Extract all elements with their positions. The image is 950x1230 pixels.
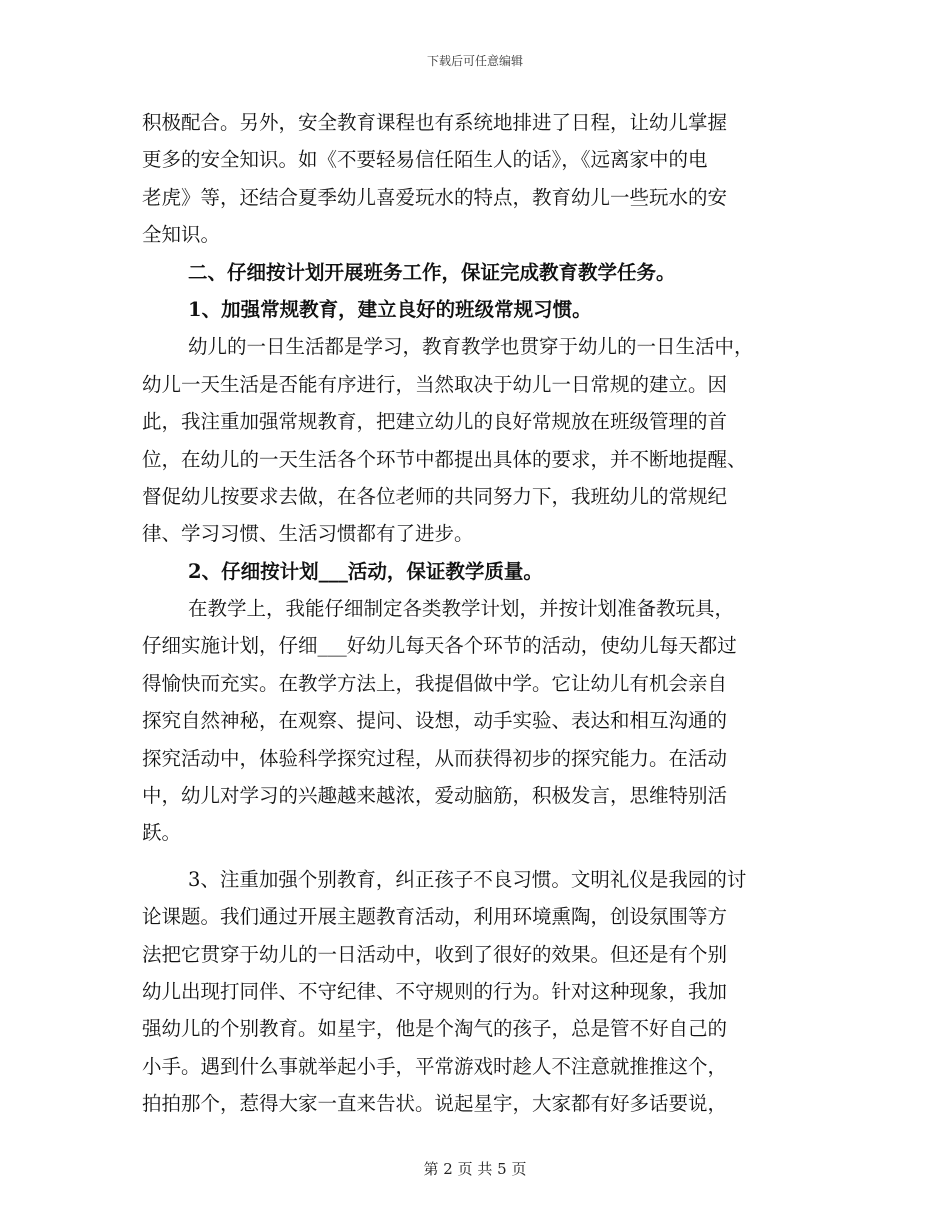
paragraph-line: 强幼儿的个别教育。如星宇，他是个淘气的孩子，总是管不好自己的 xyxy=(142,1017,728,1041)
paragraph-line: 中，幼儿对学习的兴趣越来越浓，爱动脑筋，积极发言，思维特别活 xyxy=(142,784,728,808)
page-footer: 第 2 页 共 5 页 xyxy=(423,1160,527,1178)
document-body xyxy=(142,104,806,1123)
paragraph-line: 积极配合。另外，安全教育课程也有系统地排进了日程，让幼儿掌握 xyxy=(142,111,728,134)
paragraph-line: 在教学上，我能仔细制定各类教学计划，并按计划准备教玩具， xyxy=(188,597,735,621)
subsection-heading: 2、仔细按计划___活动，保证教学质量。 xyxy=(188,559,543,583)
paragraph-line: 全知识。 xyxy=(142,223,221,247)
paragraph-line: 幼儿一天生活是否能有序进行，当然取决于幼儿一日常规的建立。因 xyxy=(142,372,728,396)
paragraph-line: 仔细实施计划，仔细___好幼儿每天各个环节的活动，使幼儿每天都过 xyxy=(142,634,737,658)
paragraph-line: 律、学习习惯、生活习惯都有了进步。 xyxy=(142,522,474,546)
paragraph-line: 探究活动中，体验科学探究过程，从而获得初步的探究能力。在活动 xyxy=(142,746,728,770)
paragraph-line: 拍拍那个，惹得大家一直来告状。说起星宇，大家都有好多话要说， xyxy=(142,1092,728,1116)
page-header: 下载后可任意编辑 xyxy=(426,54,523,68)
section-heading: 二、仔细按计划开展班务工作，保证完成教育教学任务。 xyxy=(188,260,676,284)
paragraph-line: 幼儿的一日生活都是学习，教育教学也贯穿于幼儿的一日生活中， xyxy=(188,335,754,359)
paragraph-line: 更多的安全知识。如《不要轻易信任陌生人的话》，《远离家中的电 xyxy=(142,148,708,172)
paragraph-line: 位，在幼儿的一天生活各个环节中都提出具体的要求，并不断地提醒、 xyxy=(142,447,747,471)
paragraph-line: 法把它贯穿于幼儿的一日活动中，收到了很好的效果。但还是有个别 xyxy=(142,942,728,966)
paragraph-line: 小手。遇到什么事就举起小手，平常游戏时趁人不注意就推推这个， xyxy=(142,1054,728,1078)
paragraph-line: 3、注重加强个别教育，纠正孩子不良习惯。文明礼仪是我园的讨 xyxy=(188,867,747,891)
paragraph-line: 老虎》等，还结合夏季幼儿喜爱玩水的特点，教育幼儿一些玩水的安 xyxy=(142,185,728,209)
paragraph-line: 跃。 xyxy=(142,821,182,845)
paragraph-line: 探究自然神秘，在观察、提问、设想，动手实验、表达和相互沟通的 xyxy=(142,709,728,733)
paragraph-line: 督促幼儿按要求去做，在各位老师的共同努力下，我班幼儿的常规纪 xyxy=(142,484,728,508)
subsection-heading: 1、加强常规教育，建立良好的班级常规习惯。 xyxy=(188,297,592,321)
paragraph-line: 论课题。我们通过开展主题教育活动，利用环境熏陶，创设氛围等方 xyxy=(142,905,728,929)
paragraph-line: 此，我注重加强常规教育，把建立幼儿的良好常规放在班级管理的首 xyxy=(142,410,728,434)
paragraph-line: 幼儿出现打同伴、不守纪律、不守规则的行为。针对这种现象，我加 xyxy=(142,979,728,1003)
paragraph-line: 得愉快而充实。在教学方法上，我提倡做中学。它让幼儿有机会亲自 xyxy=(142,671,728,695)
